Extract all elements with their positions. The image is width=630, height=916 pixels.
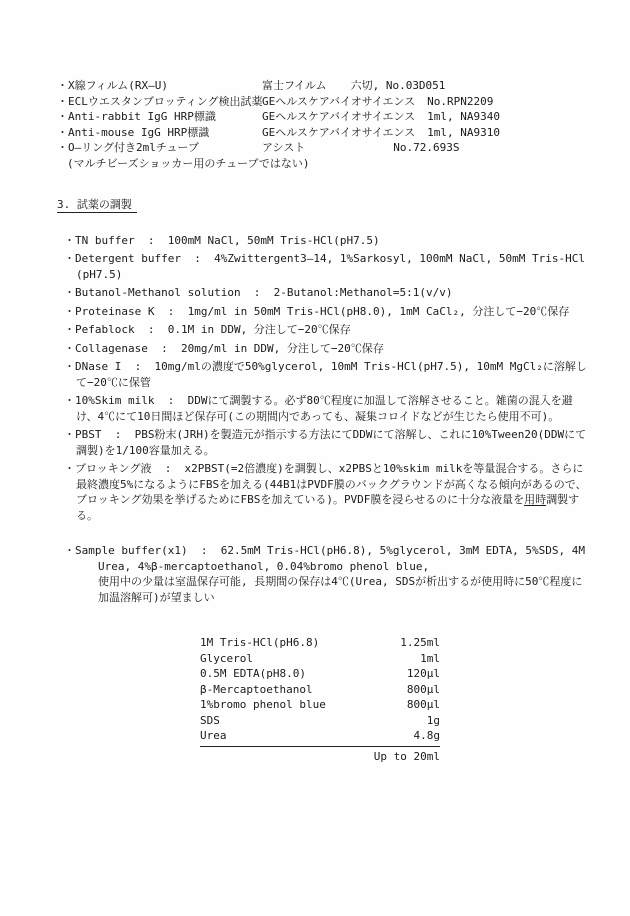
material-supplier: GEヘルスケアバイオサイエンス <box>262 94 416 108</box>
reagent-item <box>64 359 588 390</box>
sample-buffer-text: ・Sample buffer(x1) : 62.5mM Tris-HCl(pH6.8), 5%glycerol, 3mM EDTA, 5%SDS, 4M Urea, 4%β-mercaptoethanol, 0.04%bromo phenol blue, <box>64 544 592 573</box>
recipe-ingredient: Glycerol <box>200 651 253 665</box>
reagent-text: ・10%Skim milk : DDWにて調製する。必ず80℃程度に加温して溶解させること。雑菌の混入を避け、4℃にて10日間ほど保存可(この期間内であっても、凝集コロイドなどが生じたら使用不可)。 <box>64 394 573 423</box>
reagent-text: ・Proteinase K : 1mg/ml in 50mM Tris-HCl(pH8.0), 1mM CaCl₂, 分注して−20℃保存 <box>64 304 570 318</box>
reagent-item <box>64 233 588 249</box>
recipe-row <box>200 666 440 682</box>
recipe-amount: 1.25ml <box>400 636 440 649</box>
section-heading: 3. 試薬の調製 <box>57 198 137 213</box>
material-catalog: 六切, No.03D051 <box>350 79 446 92</box>
blocking-text-pre: ・ブロッキング液 : x2PBST(=2倍濃度)を調製し、x2PBSと10%skim milkを等量混合する。さらに最終濃度5%になるようにFBSを加える(44B1はPVDF膜のバックグラウンドが高くなる傾向があるので、ブロッキング効果を挙げるためにFBSを加えている)。PVDF膜を浸らせるのに十分な液量を <box>64 462 587 506</box>
reagent-text: ・DNase I : 10mg/mlの濃度で50%glycerol, 10mM Tris-HCl(pH7.5), 10mM MgCl₂に溶解して−20℃に保管 <box>64 360 587 389</box>
material-catalog: 1ml, NA9310 <box>427 125 501 139</box>
material-details <box>262 94 610 110</box>
reagent-text: ・Collagenase : 20mg/ml in DDW, 分注して−20℃保存 <box>64 341 384 355</box>
reagent-text: ・TN buffer : 100mM NaCl, 50mM Tris-HCl(pH7.5) <box>64 233 380 247</box>
reagent-item <box>64 304 588 320</box>
reagent-item <box>64 251 592 282</box>
materials-note: (マルチビーズショッカー用のチューブではない) <box>67 156 310 170</box>
material-catalog: 1ml, NA9340 <box>427 110 501 123</box>
recipe-ingredient: 1M Tris-HCl(pH6.8) <box>200 636 320 649</box>
reagent-text <box>64 462 587 522</box>
material-details <box>262 109 610 125</box>
reagent-text: ・Butanol-Methanol solution : 2-Butanol:Methanol=5:1(v/v) <box>64 286 453 299</box>
recipe-amount: 800μl <box>406 698 440 711</box>
blocking-underlined-term: 用時 <box>524 493 547 506</box>
sample-buffer-note: 使用中の少量は室温保存可能, 長期間の保存は4℃(Urea, SDSが析出するが使用時に50℃程度に加温溶解可)が望ましい <box>98 575 583 604</box>
recipe-ingredient: 0.5M EDTA(pH8.0) <box>200 667 306 680</box>
recipe-ingredient: 1%bromo phenol blue <box>200 698 326 711</box>
recipe-amount: 1ml <box>420 651 440 665</box>
material-supplier: 富士フイルム <box>262 79 327 92</box>
material-row <box>57 140 610 156</box>
material-name: ・O—リング付き2mlチューブ <box>57 141 200 154</box>
material-name: ・X線フィルム(RX—U) <box>57 79 169 92</box>
material-supplier: GEヘルスケアバイオサイエンス <box>262 110 416 123</box>
reagent-item-blocking <box>64 461 588 523</box>
reagent-item <box>64 285 588 301</box>
material-row <box>57 125 610 141</box>
material-details <box>262 140 610 156</box>
section-heading-row <box>57 197 630 213</box>
recipe-total: Up to 20ml <box>373 749 440 763</box>
recipe-ingredient: β-Mercaptoethanol <box>200 682 313 696</box>
recipe-ingredient: SDS <box>200 713 220 727</box>
material-name: ・ECLウエスタンブロッティング検出試薬 <box>57 94 263 108</box>
material-name: ・Anti-rabbit IgG HRP標識 <box>57 110 216 123</box>
reagent-text: ・PBST : PBS粉末(JRH)を製造元が指示する方法にてDDWにて溶解し、これに10%Tween20(DDWにて調製)を1/100容量加える。 <box>64 428 587 457</box>
recipe-amount: 4.8g <box>413 729 440 742</box>
recipe-amount: 120μl <box>406 667 440 680</box>
reagent-item <box>64 393 588 424</box>
reagent-text: ・Detergent buffer : 4%Zwittergent3—14, 1%Sarkosyl, 100mM NaCl, 50mM Tris-HCl (pH7.5) <box>64 252 592 281</box>
material-name: ・Anti-mouse IgG HRP標識 <box>57 125 210 139</box>
reagents-list <box>64 233 592 606</box>
material-row <box>57 94 610 110</box>
material-supplier: GEヘルスケアバイオサイエンス <box>262 125 416 139</box>
recipe-row <box>200 635 440 651</box>
material-row <box>57 109 610 125</box>
reagent-item <box>64 427 588 458</box>
recipe-ingredient: Urea <box>200 729 227 742</box>
material-details <box>262 78 610 94</box>
material-row <box>57 78 610 94</box>
recipe-table <box>200 635 440 764</box>
reagent-item <box>64 322 588 338</box>
recipe-row <box>200 651 440 667</box>
material-supplier: アシスト <box>262 141 306 154</box>
material-catalog: No.RPN2209 <box>427 94 494 108</box>
recipe-row <box>200 682 440 698</box>
recipe-row <box>200 697 440 713</box>
blocking-text-post: 調製する。 <box>76 493 580 522</box>
materials-list <box>57 78 610 171</box>
recipe-amount: 800μl <box>406 682 440 696</box>
reagent-item <box>64 341 588 357</box>
material-catalog: No.72.693S <box>393 141 460 154</box>
sample-buffer-item <box>64 543 592 605</box>
material-details <box>262 125 610 141</box>
reagent-text: ・Pefablock : 0.1M in DDW, 分注して−20℃保存 <box>64 323 351 336</box>
recipe-row <box>200 728 440 747</box>
recipe-row <box>200 713 440 729</box>
recipe-amount: 1g <box>426 713 440 727</box>
